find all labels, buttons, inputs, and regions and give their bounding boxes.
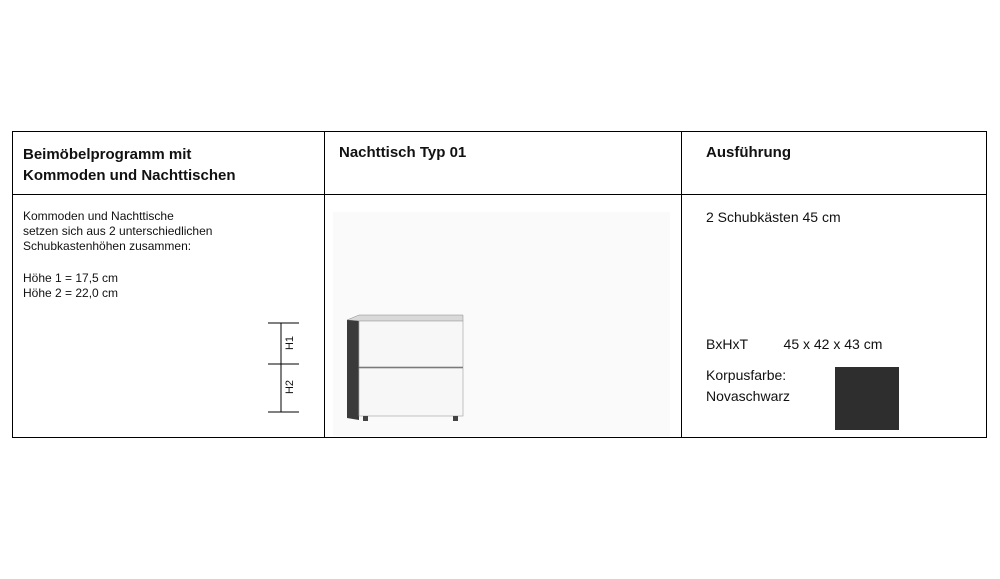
nightstand-drawer-2 bbox=[359, 368, 463, 416]
color-label: Korpusfarbe: bbox=[706, 367, 787, 383]
color-swatch bbox=[835, 367, 899, 430]
height-2-text: Höhe 2 = 22,0 cm bbox=[23, 286, 119, 300]
nightstand-drawer-1 bbox=[359, 321, 463, 367]
nightstand-image bbox=[340, 312, 470, 430]
description-line-2: setzen sich aus 2 unterschiedlichen bbox=[23, 224, 213, 238]
dimensions-row bbox=[706, 335, 882, 353]
label-h2: H2 bbox=[284, 379, 297, 395]
header-program-line1: Beimöbelprogramm mit bbox=[23, 146, 192, 163]
header-program bbox=[23, 144, 236, 186]
drawers-text: 2 Schubkästen 45 cm bbox=[706, 209, 841, 225]
description-text bbox=[23, 209, 212, 301]
column-divider-2 bbox=[681, 132, 682, 437]
nightstand-top bbox=[347, 315, 463, 321]
header-execution: Ausführung bbox=[706, 144, 791, 161]
nightstand-foot-left bbox=[363, 416, 368, 421]
header-program-line2: Kommoden und Nachttischen bbox=[23, 167, 236, 184]
column-divider-1 bbox=[324, 132, 325, 437]
nightstand-side bbox=[347, 320, 359, 420]
label-h1: H1 bbox=[284, 335, 297, 351]
description-line-1: Kommoden und Nachttische bbox=[23, 209, 174, 223]
height-1-text: Höhe 1 = 17,5 cm bbox=[23, 271, 119, 285]
dimensions-value: 45 x 42 x 43 cm bbox=[783, 336, 883, 352]
header-divider bbox=[13, 194, 986, 195]
description-line-3: Schubkastenhöhen zusammen: bbox=[23, 239, 192, 253]
nightstand-foot-right bbox=[453, 416, 458, 421]
color-name: Novaschwarz bbox=[706, 388, 791, 404]
color-text bbox=[706, 365, 790, 407]
dimensions-label: BxHxT bbox=[706, 336, 748, 352]
height-diagram bbox=[263, 320, 303, 415]
header-product: Nachttisch Typ 01 bbox=[339, 144, 467, 161]
